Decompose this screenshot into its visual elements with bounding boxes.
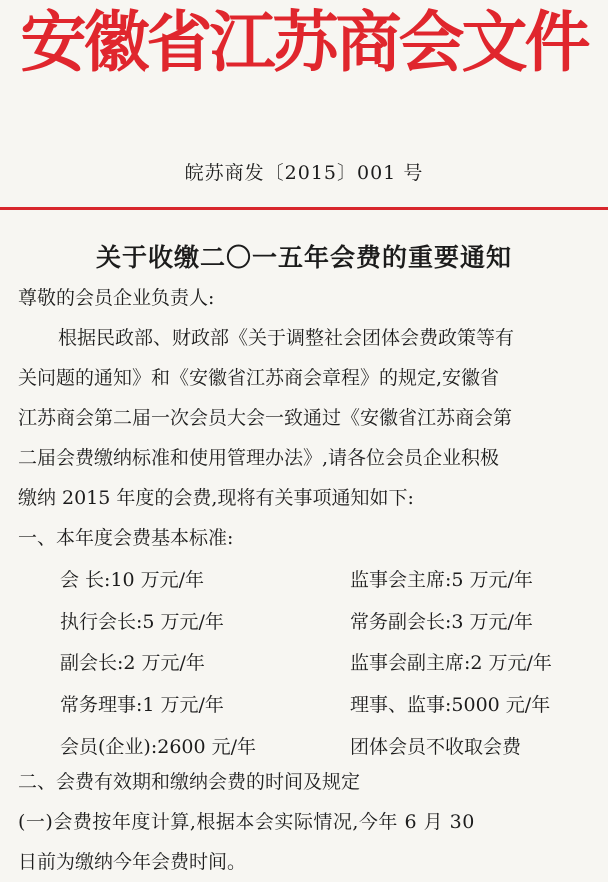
body-paragraph [18, 318, 598, 518]
fee-item: 监事会副主席:2 万元/年 [350, 652, 552, 675]
fee-row [60, 683, 605, 725]
rule-line: (一)会费按年度计算,根据本会实际情况,今年 6 月 30 [18, 811, 475, 833]
fee-item: 理事、监事:5000 元/年 [350, 694, 551, 717]
fee-item: 团体会员不收取会费 [350, 735, 522, 758]
section-heading-validity: 二、会费有效期和缴纳会费的时间及规定 [18, 771, 361, 793]
section-heading-fee-standard: 一、本年度会费基本标准: [18, 527, 234, 549]
document-number: 皖苏商发〔2015〕001 号 [184, 162, 424, 184]
rule-line: 日前为缴纳今年会费时间。 [18, 851, 247, 873]
fee-item: 会员(企业):2600 元/年 [60, 735, 257, 758]
body-line: 关问题的通知》和《安徽省江苏商会章程》的规定,安徽省 [18, 367, 500, 389]
fee-row [60, 724, 605, 766]
masthead-title: 安徽省江苏商会文件 [20, 3, 588, 81]
notice-title: 关于收缴二〇一五年会费的重要通知 [95, 243, 512, 272]
body-line: 江苏商会第二届一次会员大会一致通过《安徽省江苏商会第 [18, 407, 513, 429]
red-divider-line [0, 207, 608, 210]
fee-item: 常务理事:1 万元/年 [60, 694, 224, 717]
fee-row [60, 558, 605, 600]
fee-item: 监事会主席:5 万元/年 [350, 569, 533, 592]
rule-item-1 [18, 802, 598, 882]
fee-item: 副会长:2 万元/年 [60, 652, 205, 675]
fee-standard-list [60, 558, 605, 766]
fee-item: 执行会长:5 万元/年 [60, 610, 224, 633]
fee-row [60, 600, 605, 642]
salutation: 尊敬的会员企业负责人: [18, 287, 215, 309]
fee-item: 常务副会长:3 万元/年 [350, 610, 533, 633]
body-line: 缴纳 2015 年度的会费,现将有关事项通知如下: [18, 487, 414, 509]
fee-row [60, 641, 605, 683]
body-line: 二届会费缴纳标准和使用管理办法》,请各位会员企业积极 [18, 447, 500, 469]
body-line: 根据民政部、财政部《关于调整社会团体会费政策等有 [58, 327, 515, 349]
fee-item: 会 长:10 万元/年 [60, 569, 205, 592]
